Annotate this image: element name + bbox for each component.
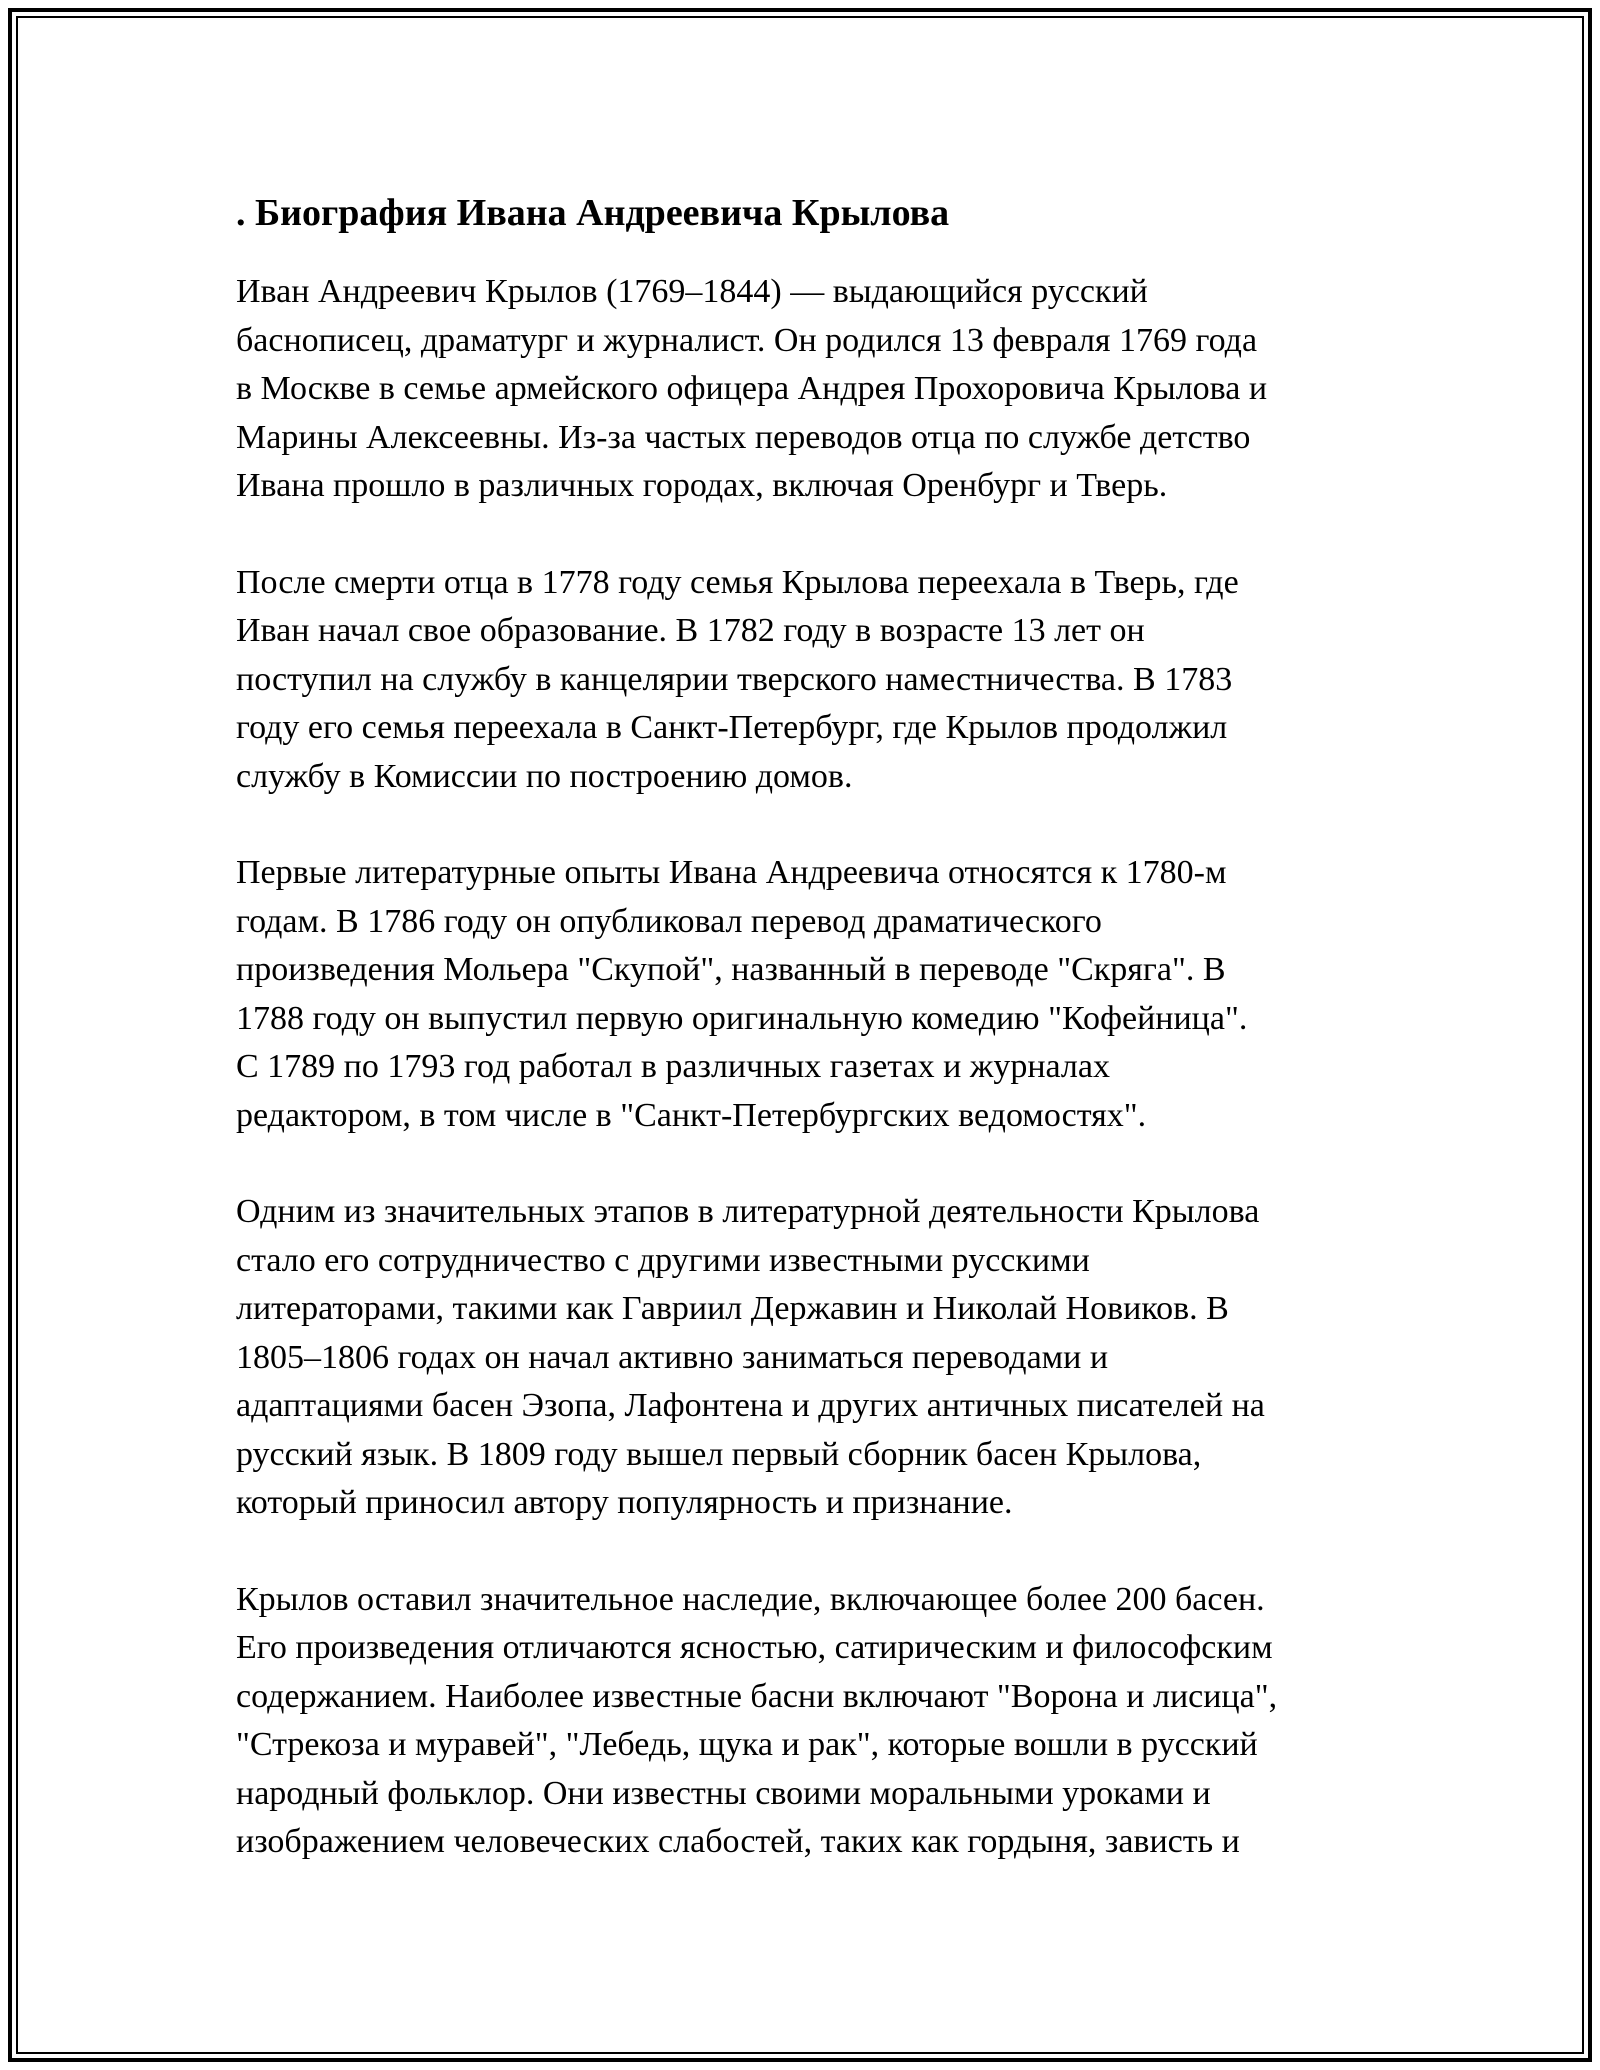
paragraph-first-works: Первые литературные опыты Ивана Андреевича относятся к 1780-м годам. В 1786 году он опубликовал перевод драматического произведения Мольера "Скупой", названный в переводе "Скряга". В 1788 году он выпустил первую оригинальную комедию "Кофейница". С 1789 по 1793 год работал в различных газетах и журналах редактором, в том числе в "Санкт-Петербургских ведомостях". xyxy=(236,854,1248,1134)
document-title: . Биография Ивана Андреевича Крылова xyxy=(236,192,950,234)
paragraph-collaboration-fables: Одним из значительных этапов в литературной деятельности Крылова стало его сотрудничество с другими известными русскими литераторами, такими как Гавриил Державин и Николай Новиков. В 1805–1806 годах он начал активно заниматься переводами и адаптациями басен Эзопа, Лафонтена и других античных писателей на русский язык. В 1809 году вышел первый сборник басен Крылова, который приносил автору популярность и признание. xyxy=(236,1193,1265,1521)
paragraph-early-life: Иван Андреевич Крылов (1769–1844) — выдающийся русский баснописец, драматург и журналист. Он родился 13 февраля 1769 года в Москве в семье армейского офицера Андрея Прохоровича Крылова и Марины Алексеевны. Из-за частых переводов отца по службе детство Ивана прошло в различных городах, включая Оренбург и Тверь. xyxy=(236,273,1268,504)
paragraph-legacy: Крылов оставил значительное наследие, включающее более 200 басен. Его произведения отличаются ясностью, сатирическим и философским содержанием. Наиболее известные басни включают "Ворона и лисица", "Стрекоза и муравей", "Лебедь, щука и рак", которые вошли в русский народный фольклор. Они известны своими моральными уроками и изображением человеческих слабостей, таких как гордыня, зависть и xyxy=(236,1580,1278,1860)
paragraph-education-service: После смерти отца в 1778 году семья Крылова переехала в Тверь, где Иван начал свое образование. В 1782 году в возрасте 13 лет он поступил на службу в канцелярии тверского наместничества. В 1783 году его семья переехала в Санкт-Петербург, где Крылов продолжил службу в Комиссии по построению домов. xyxy=(236,563,1239,795)
document-body xyxy=(236,186,1366,1867)
